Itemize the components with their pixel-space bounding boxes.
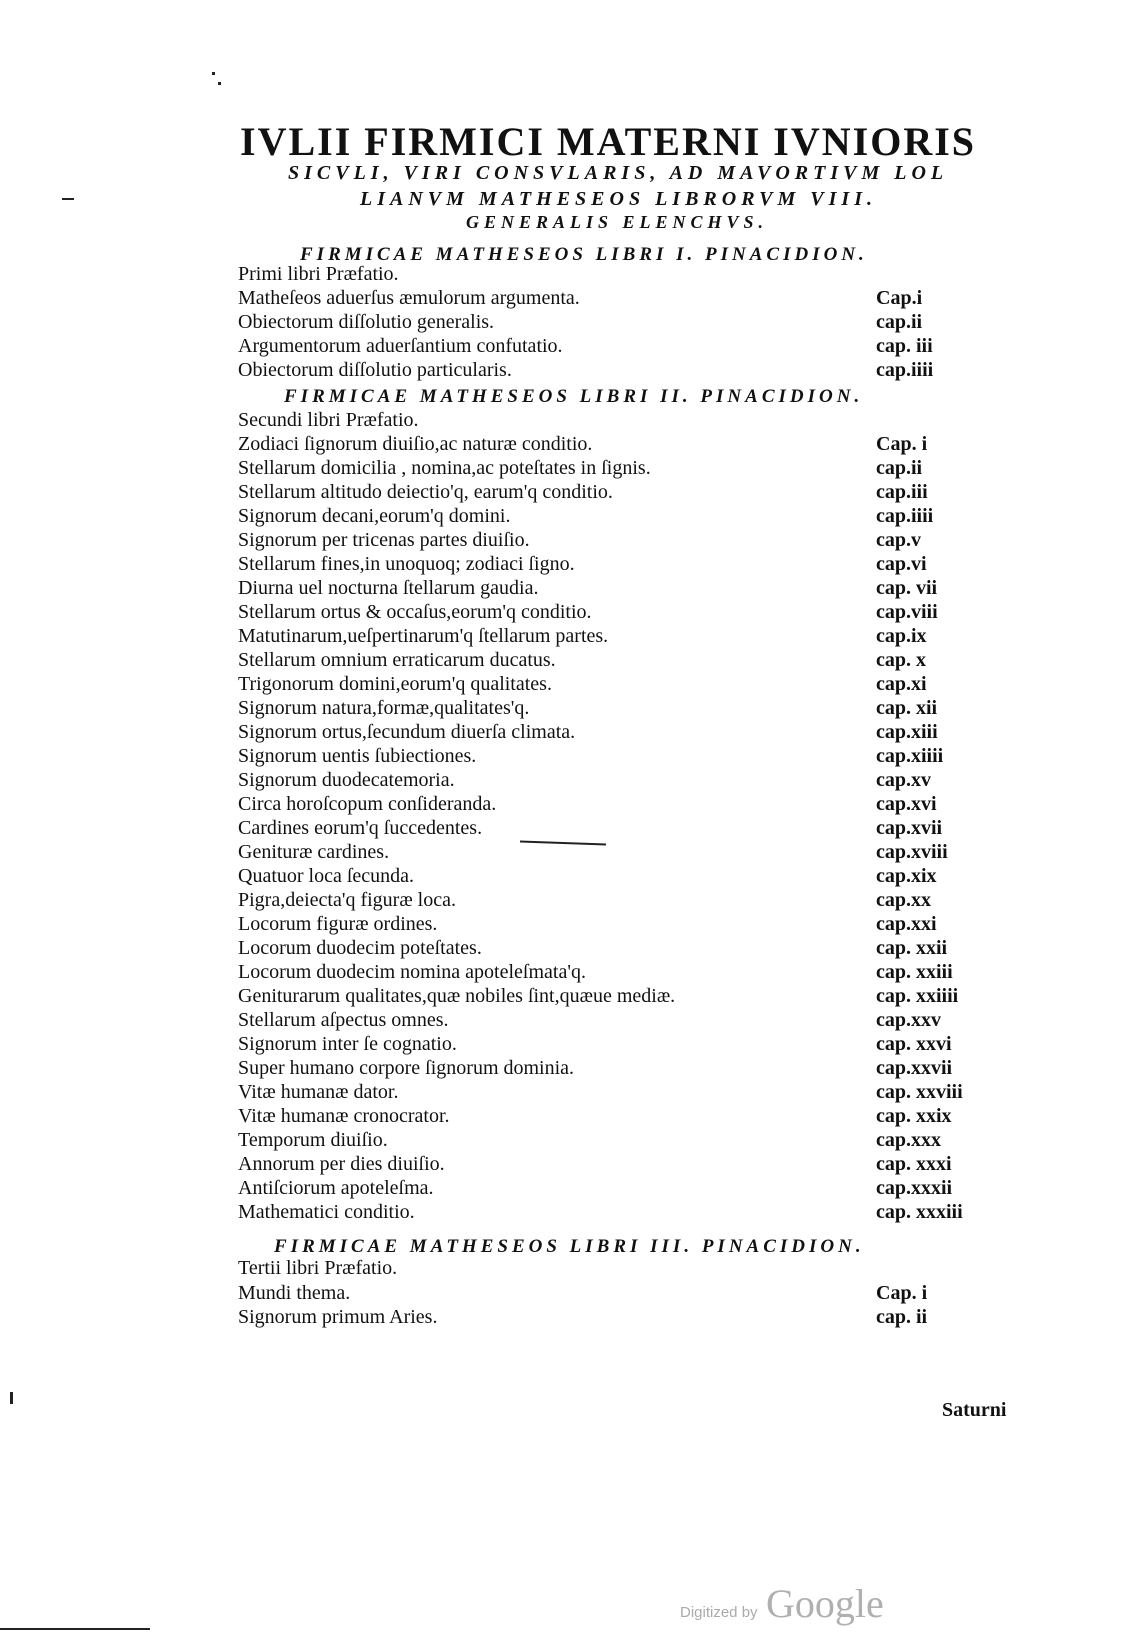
- chapter-title: Temporum diuiſio.: [238, 1129, 388, 1151]
- toc-row: [238, 358, 968, 383]
- toc-row: [238, 1080, 968, 1105]
- chapter-number: cap. xii: [876, 697, 938, 719]
- toc-row: [238, 432, 968, 457]
- chapter-title: Stellarum altitudo deiectio'q, earum'q conditio.: [238, 481, 613, 503]
- page-title: IVLII FIRMICI MATERNI IVNIORIS: [240, 119, 977, 164]
- toc-row: [238, 960, 968, 985]
- chapter-title: Stellarum fines,in unoquoq; zodiaci ſigno.: [238, 553, 575, 575]
- chapter-number: cap. ii: [876, 1306, 928, 1328]
- watermark-prefix: Digitized by: [680, 1604, 758, 1621]
- toc-row: [238, 552, 968, 577]
- chapter-number: cap. x: [876, 649, 926, 671]
- chapter-title: Signorum decani,eorum'q domini.: [238, 505, 511, 527]
- chapter-title: Stellarum ortus & occaſus,eorum'q conditio.: [238, 601, 592, 623]
- chapter-number: cap. xxix: [876, 1105, 952, 1127]
- toc-row: [238, 286, 968, 311]
- toc-row: [238, 456, 968, 481]
- chapter-title: Signorum natura,formæ,qualitates'q.: [238, 697, 530, 719]
- chapter-title: Circa horoſcopum conſideranda.: [238, 793, 497, 815]
- chapter-title: Stellarum omnium erraticarum ducatus.: [238, 649, 556, 671]
- edge-mark: [0, 1628, 150, 1630]
- chapter-title: Vitæ humanæ cronocrator.: [238, 1105, 450, 1127]
- chapter-number: cap.xx: [876, 889, 931, 911]
- preface-entry: [238, 408, 968, 433]
- chapter-number: cap.xiiii: [876, 745, 944, 767]
- toc-row: [238, 1008, 968, 1033]
- chapter-title: Mathematici conditio.: [238, 1201, 415, 1223]
- chapter-number: cap. xxiii: [876, 961, 953, 983]
- toc-row: [238, 912, 968, 937]
- chapter-number: cap.ii: [876, 457, 923, 479]
- chapter-number: cap. xxiiii: [876, 985, 959, 1007]
- chapter-number: cap. xxii: [876, 937, 948, 959]
- chapter-title: Antiſciorum apoteleſma.: [238, 1177, 434, 1199]
- chapter-title: Stellarum aſpectus omnes.: [238, 1009, 449, 1031]
- toc-row: [238, 1200, 968, 1225]
- toc-row: [238, 768, 968, 793]
- toc-row: [238, 576, 968, 601]
- chapter-number: cap.xi: [876, 673, 927, 695]
- chapter-number: cap. xxvi: [876, 1033, 952, 1055]
- chapter-number: cap.ix: [876, 625, 927, 647]
- chapter-number: cap.iiii: [876, 505, 934, 527]
- title-line-2: SICVLI, VIRI CONSVLARIS, AD MAVORTIVM LOL: [288, 162, 949, 184]
- chapter-title: Locorum duodecim nomina apoteleſmata'q.: [238, 961, 586, 983]
- toc-row: [238, 1056, 968, 1081]
- chapter-number: cap.xvi: [876, 793, 937, 815]
- toc-row: [238, 504, 968, 529]
- toc-row: [238, 744, 968, 769]
- chapter-title: Super humano corpore ſignorum dominia.: [238, 1057, 575, 1079]
- preface-entry: [238, 1256, 968, 1281]
- toc-row: [238, 816, 968, 841]
- chapter-title: Obiectorum diſſolutio particularis.: [238, 359, 512, 381]
- chapter-title: Genituræ cardines.: [238, 841, 390, 863]
- toc-row: [238, 888, 968, 913]
- chapter-number: cap.xxv: [876, 1009, 941, 1031]
- chapter-number: cap. iii: [876, 335, 933, 357]
- chapter-title: Signorum duodecatemoria.: [238, 769, 455, 791]
- chapter-number: cap. vii: [876, 577, 938, 599]
- chapter-title: Argumentorum aduerſantium confutatio.: [238, 335, 563, 357]
- toc-row: [238, 792, 968, 817]
- book-heading: FIRMICAE MATHESEOS LIBRI II. PINACIDION.: [284, 386, 864, 407]
- chapter-number: cap.vi: [876, 553, 927, 575]
- title-line-4: GENERALIS ELENCHVS.: [466, 212, 769, 232]
- toc-row: [238, 1152, 968, 1177]
- chapter-number: cap.iiii: [876, 359, 934, 381]
- chapter-number: cap.xviii: [876, 841, 948, 863]
- chapter-title: Pigra,deiecta'q figuræ loca.: [238, 889, 456, 911]
- toc-row: [238, 624, 968, 649]
- chapter-title: Matutinarum,ueſpertinarum'q ſtellarum partes.: [238, 625, 609, 647]
- chapter-title: Mundi thema.: [238, 1282, 351, 1304]
- chapter-title: Signorum uentis ſubiectiones.: [238, 745, 477, 767]
- toc-row: [238, 480, 968, 505]
- toc-row: [238, 528, 968, 553]
- ink-speck: [218, 82, 221, 85]
- chapter-number: cap.xxvii: [876, 1057, 953, 1079]
- preface-title: Secundi libri Præfatio.: [238, 409, 419, 431]
- toc-row: [238, 1128, 968, 1153]
- chapter-number: cap.xiii: [876, 721, 938, 743]
- chapter-title: Diurna uel nocturna ſtellarum gaudia.: [238, 577, 539, 599]
- chapter-title: Vitæ humanæ dator.: [238, 1081, 399, 1103]
- chapter-title: Signorum ortus,ſecundum diuerſa climata.: [238, 721, 576, 743]
- chapter-number: Cap. i: [876, 1282, 928, 1304]
- title-line-3: LIANVM MATHESEOS LIBRORVM VIII.: [360, 188, 877, 210]
- chapter-title: Geniturarum qualitates,quæ nobiles ſint,quæue mediæ.: [238, 985, 676, 1007]
- chapter-title: Stellarum domicilia , nomina,ac poteſtates in ſignis.: [238, 457, 651, 479]
- toc-row: [238, 648, 968, 673]
- chapter-number: cap.xvii: [876, 817, 943, 839]
- chapter-title: Signorum inter ſe cognatio.: [238, 1033, 457, 1055]
- toc-row: [238, 1281, 968, 1306]
- toc-row: [238, 936, 968, 961]
- chapter-number: cap.xxx: [876, 1129, 941, 1151]
- chapter-title: Trigonorum domini,eorum'q qualitates.: [238, 673, 552, 695]
- book-heading: FIRMICAE MATHESEOS LIBRI I. PINACIDION.: [300, 244, 868, 265]
- chapter-number: cap. xxviii: [876, 1081, 963, 1103]
- toc-row: [238, 696, 968, 721]
- chapter-title: Locorum figuræ ordines.: [238, 913, 438, 935]
- toc-row: [238, 310, 968, 335]
- chapter-number: Cap. i: [876, 433, 928, 455]
- digitized-watermark: [680, 1580, 884, 1627]
- chapter-title: Signorum per tricenas partes diuiſio.: [238, 529, 530, 551]
- toc-row: [238, 334, 968, 359]
- toc-row: [238, 1032, 968, 1057]
- toc-row: [238, 1104, 968, 1129]
- book-heading: FIRMICAE MATHESEOS LIBRI III. PINACIDION.: [274, 1236, 865, 1257]
- google-logo: Google: [766, 1581, 884, 1626]
- chapter-title: Quatuor loca ſecunda.: [238, 865, 415, 887]
- ink-speck: [62, 198, 74, 200]
- ink-speck: [10, 1392, 13, 1404]
- chapter-title: Zodiaci ſignorum diuiſio,ac naturæ conditio.: [238, 433, 593, 455]
- toc-row: [238, 672, 968, 697]
- chapter-number: cap.v: [876, 529, 921, 551]
- chapter-number: cap.xxxii: [876, 1177, 953, 1199]
- chapter-number: cap.ii: [876, 311, 923, 333]
- chapter-number: cap.xv: [876, 769, 931, 791]
- chapter-title: Cardines eorum'q ſuccedentes.: [238, 817, 483, 839]
- toc-row: [238, 600, 968, 625]
- preface-title: Primi libri Præfatio.: [238, 263, 399, 285]
- chapter-title: Annorum per dies diuiſio.: [238, 1153, 445, 1175]
- chapter-number: cap. xxxiii: [876, 1201, 963, 1223]
- chapter-number: Cap.i: [876, 287, 923, 309]
- chapter-title: Matheſeos aduerſus æmulorum argumenta.: [238, 287, 580, 309]
- toc-row: [238, 1305, 968, 1330]
- preface-title: Tertii libri Præfatio.: [238, 1257, 398, 1279]
- chapter-number: cap.xxi: [876, 913, 937, 935]
- toc-row: [238, 720, 968, 745]
- toc-row: [238, 1176, 968, 1201]
- chapter-number: cap.xix: [876, 865, 937, 887]
- catchword: Saturni: [942, 1399, 1007, 1421]
- preface-entry: [238, 262, 968, 287]
- chapter-title: Signorum primum Aries.: [238, 1306, 438, 1328]
- toc-row: [238, 984, 968, 1009]
- chapter-number: cap.iii: [876, 481, 928, 503]
- chapter-number: cap.viii: [876, 601, 938, 623]
- chapter-title: Obiectorum diſſolutio generalis.: [238, 311, 495, 333]
- chapter-number: cap. xxxi: [876, 1153, 952, 1175]
- chapter-title: Locorum duodecim poteſtates.: [238, 937, 482, 959]
- ink-speck: [212, 72, 215, 75]
- toc-row: [238, 864, 968, 889]
